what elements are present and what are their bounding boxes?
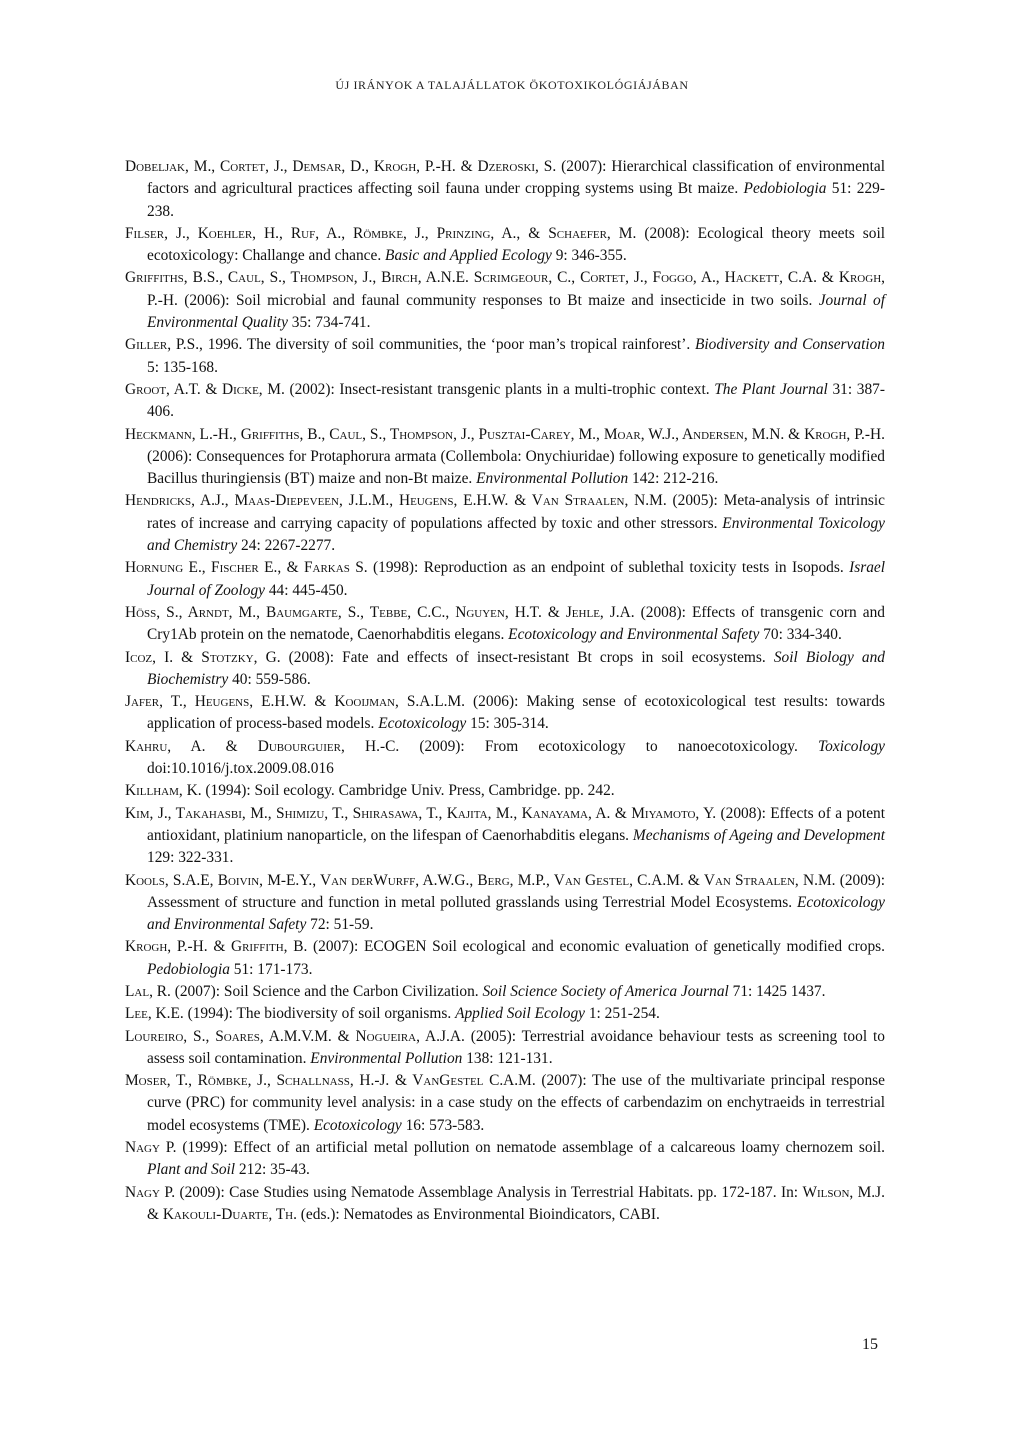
reference-entry bbox=[125, 981, 885, 1003]
running-header: ÚJ IRÁNYOK A TALAJÁLLATOK ÖKOTOXIKOLÓGIÁJÁBAN bbox=[335, 78, 689, 92]
reference-entry bbox=[125, 1137, 885, 1182]
reference-text: (2008): Ecological theory meets soil ecotoxicology: Challange and chance. bbox=[147, 224, 886, 265]
reference-text: (2008): Effects of transgenic corn and Cry1Ab protein on the nematode, Caenorhabditis elegans. bbox=[147, 603, 885, 644]
reference-text: (eds.): Nematodes as Environmental Bioindicators, CABI. bbox=[296, 1205, 660, 1223]
reference-text: 15: 305-314. bbox=[466, 715, 549, 733]
reference-authors: Lal, R. bbox=[125, 982, 171, 1000]
reference-journal: Environmental Toxicology and Chemistry bbox=[147, 514, 885, 555]
reference-text: 1: 251-254. bbox=[585, 1005, 660, 1023]
reference-text: 5: 135-168. bbox=[147, 358, 218, 376]
reference-authors: Griffiths, B.S., Caul, S., Thompson, J., Birch, A.N.E. Scrimgeour, C., Cortet, J., Foggo, A., Hackett, C.A. & Krogh, P.-H. bbox=[125, 269, 885, 309]
reference-entry bbox=[125, 223, 885, 268]
reference-authors: Hendricks, A.J., Maas-Diepeveen, J.L.M., Heugens, E.H.W. & Van Straalen, N.M. bbox=[125, 492, 667, 510]
reference-text: (2009): Assessment of structure and function in metal polluted grasslands using Terrestrial Model Ecosystems. bbox=[147, 871, 886, 911]
reference-entry bbox=[125, 936, 885, 981]
reference-journal: Basic and Applied Ecology bbox=[385, 247, 552, 265]
reference-authors: Loureiro, S., Soares, A.M.V.M. & Nogueira, A.J.A. bbox=[125, 1027, 465, 1045]
reference-text: (1998): Reproduction as an endpoint of sublethal toxicity tests in Isopods. bbox=[367, 559, 850, 577]
reference-journal: Environmental Pollution bbox=[476, 470, 629, 488]
reference-entry bbox=[125, 1182, 885, 1227]
reference-list bbox=[125, 156, 885, 1226]
reference-authors: Killham, K. bbox=[125, 782, 202, 800]
reference-authors: Kim, J., Takahasbi, M., Shimizu, T., Shirasawa, T., Kajita, M., Kanayama, A. & Miyamoto, Y. bbox=[125, 804, 717, 822]
reference-text: (2009): From ecotoxicology to nanoecotoxicology. bbox=[399, 737, 819, 755]
reference-journal: Mechanisms of Ageing and Development bbox=[632, 826, 885, 844]
reference-text: 70: 334-340. bbox=[759, 626, 842, 644]
reference-authors: Groot, A.T. & Dicke, M. bbox=[125, 380, 285, 398]
reference-journal: Ecotoxicology and Environmental Safety bbox=[147, 893, 885, 934]
reference-journal: Pedobiologia bbox=[147, 960, 230, 978]
reference-journal: Plant and Soil bbox=[147, 1161, 236, 1179]
reference-authors: Höss, S., Arndt, M., Baumgarte, S., Tebbe, C.C., Nguyen, H.T. & Jehle, J.A. bbox=[125, 603, 635, 621]
reference-journal: Journal of Environmental Quality bbox=[147, 291, 885, 332]
reference-text: 31: 387-406. bbox=[147, 380, 885, 421]
reference-entry bbox=[125, 334, 885, 379]
reference-text: (2007): ECOGEN Soil ecological and economic evaluation of genetically modified crops. bbox=[307, 938, 886, 956]
reference-text: (2006): Consequences for Protaphorura armata (Collembola: Onychiuridae) following exposure to genetically modified Bacillus thuringiensis (BT) maize and non-Bt maize. bbox=[147, 447, 885, 488]
reference-authors: Moser, T., Römbke, J., Schallnass, H.-J. & VanGestel C.A.M. bbox=[125, 1072, 536, 1090]
reference-text: 129: 322-331. bbox=[147, 849, 234, 867]
reference-authors: Jafer, T., Heugens, E.H.W. & Kooijman, S.A.L.M. bbox=[125, 693, 466, 711]
reference-entry bbox=[125, 870, 885, 937]
reference-entry bbox=[125, 602, 885, 647]
reference-text: 142: 212-216. bbox=[628, 470, 719, 488]
reference-journal: Soil Science Society of America Journal bbox=[482, 982, 729, 1000]
reference-entry bbox=[125, 736, 885, 781]
reference-entry bbox=[125, 379, 885, 424]
reference-entry bbox=[125, 267, 885, 334]
reference-text: 16: 573-583. bbox=[401, 1116, 485, 1134]
reference-authors: Kools, S.A.E, Boivin, M-E.Y., Van derWurff, A.W.G., Berg, M.P., Van Gestel, C.A.M. & Van Straalen, N.M. bbox=[125, 871, 836, 889]
reference-text: 138: 121-131. bbox=[462, 1049, 553, 1067]
reference-text: (2009): Case Studies using Nematode Assemblage Analysis in Terrestrial Habitats. pp. 172-187. In: bbox=[175, 1183, 803, 1201]
reference-text: doi:10.1016/j.tox.2009.08.016 bbox=[147, 760, 334, 778]
reference-authors: Heckmann, L.-H., Griffiths, B., Caul, S., Thompson, J., Pusztai-Carey, M., Moar, W.J., Andersen, M.N. & Krogh, P.-H. bbox=[125, 425, 885, 443]
reference-journal: Soil Biology and Biochemistry bbox=[147, 648, 885, 688]
reference-text: 9: 346-355. bbox=[551, 247, 627, 265]
reference-journal: Ecotoxicology bbox=[313, 1116, 402, 1134]
reference-journal: Applied Soil Ecology bbox=[455, 1005, 585, 1023]
reference-text: 72: 51-59. bbox=[306, 916, 374, 934]
reference-text: 35: 734-741. bbox=[287, 314, 371, 332]
reference-text: (2006): Making sense of ecotoxicological test results: towards application of process-based models. bbox=[147, 693, 885, 733]
reference-journal: Environmental Pollution bbox=[310, 1049, 463, 1067]
reference-text: (2002): Insect-resistant transgenic plants in a multi-trophic context. bbox=[284, 380, 715, 398]
reference-text: (1994): Soil ecology. Cambridge Univ. Press, Cambridge. pp. 242. bbox=[201, 782, 615, 800]
reference-journal: Toxicology bbox=[818, 737, 885, 755]
reference-text: (1994): The biodiversity of soil organisms. bbox=[183, 1005, 456, 1023]
reference-text: 44: 445-450. bbox=[265, 581, 348, 599]
reference-journal: The Plant Journal bbox=[714, 380, 828, 398]
reference-entry bbox=[125, 1026, 885, 1071]
reference-authors: Kahru, A. & Dubourguier, H.-C. bbox=[125, 737, 400, 755]
reference-authors: Filser, J., Koehler, H., Ruf, A., Römbke, J., Prinzing, A., & Schaefer, M. bbox=[125, 224, 637, 242]
reference-text: (2007): The use of the multivariate principal response curve (PRC) for community level analysis: in a case study on the effects of carbendazim on enchytraeids in terrestrial model ecosystems (TME). bbox=[147, 1072, 885, 1134]
reference-authors: Dobeljak, M., Cortet, J., Demsar, D., Krogh, P.-H. & Dzeroski, S. bbox=[125, 158, 557, 175]
reference-text: (2008): Fate and effects of insect-resistant Bt crops in soil ecosystems. bbox=[280, 648, 774, 666]
reference-journal: Ecotoxicology and Environmental Safety bbox=[508, 626, 760, 644]
reference-entry bbox=[125, 557, 885, 602]
reference-journal: Ecotoxicology bbox=[378, 715, 467, 733]
reference-entry bbox=[125, 691, 885, 736]
reference-text: , 1996. The diversity of soil communities, the ‘poor man’s tropical rainforest’. bbox=[199, 336, 695, 354]
reference-text: (2008): Effects of a potent antioxidant, platinium nanoparticle, on the lifespan of Caenorhabditis elegans. bbox=[147, 804, 885, 844]
reference-entry bbox=[125, 803, 885, 870]
reference-authors: Lee, K.E. bbox=[125, 1005, 184, 1023]
reference-entry bbox=[125, 780, 885, 802]
reference-authors: Giller, P.S. bbox=[125, 336, 200, 354]
reference-entry bbox=[125, 424, 885, 491]
reference-entry bbox=[125, 1003, 885, 1025]
reference-text: 51: 229-238. bbox=[147, 180, 885, 220]
page-number: 15 bbox=[862, 1336, 878, 1353]
reference-text: 212: 35-43. bbox=[235, 1161, 310, 1179]
reference-text: 71: 1425 1437. bbox=[728, 982, 826, 1000]
reference-text: 24: 2267-2277. bbox=[237, 537, 336, 555]
reference-entry bbox=[125, 490, 885, 557]
reference-text: (2005): Terrestrial avoidance behaviour tests as screening tool to assess soil contamination. bbox=[147, 1027, 885, 1067]
reference-entry bbox=[125, 156, 885, 223]
reference-text: (2007): Hierarchical classification of environmental factors and agricultural practices affecting soil fauna under cropping systems using Bt maize. bbox=[147, 158, 885, 198]
reference-authors: Wilson, M.J. & Kakouli-Duarte, Th. bbox=[147, 1183, 885, 1223]
reference-entry bbox=[125, 647, 885, 692]
reference-text: 51: 171-173. bbox=[229, 960, 313, 978]
reference-authors: Krogh, P.-H. & Griffith, B. bbox=[125, 938, 308, 956]
reference-text: (1999): Effect of an artificial metal pollution on nematode assemblage of a calcareous loamy chernozem soil. bbox=[176, 1139, 885, 1157]
reference-journal: Pedobiologia bbox=[743, 180, 827, 198]
reference-text: (2005): Meta-analysis of intrinsic rates of increase and carrying capacity of populations affected by toxic and other stressors. bbox=[147, 492, 885, 532]
reference-authors: Hornung E., Fischer E., & Farkas S. bbox=[125, 559, 368, 577]
reference-entry bbox=[125, 1070, 885, 1137]
reference-authors: Nagy P. bbox=[125, 1183, 176, 1201]
reference-authors: Nagy P. bbox=[125, 1139, 177, 1157]
reference-authors: Icoz, I. & Stotzky, G. bbox=[125, 648, 281, 666]
reference-text: 40: 559-586. bbox=[228, 670, 311, 688]
reference-text: (2006): Soil microbial and faunal community responses to Bt maize and insecticide in two soils. bbox=[177, 291, 819, 309]
reference-journal: Biodiversity and Conservation bbox=[695, 336, 886, 354]
reference-text: (2007): Soil Science and the Carbon Civilization. bbox=[170, 982, 483, 1000]
reference-journal: Israel Journal of Zoology bbox=[147, 559, 886, 599]
